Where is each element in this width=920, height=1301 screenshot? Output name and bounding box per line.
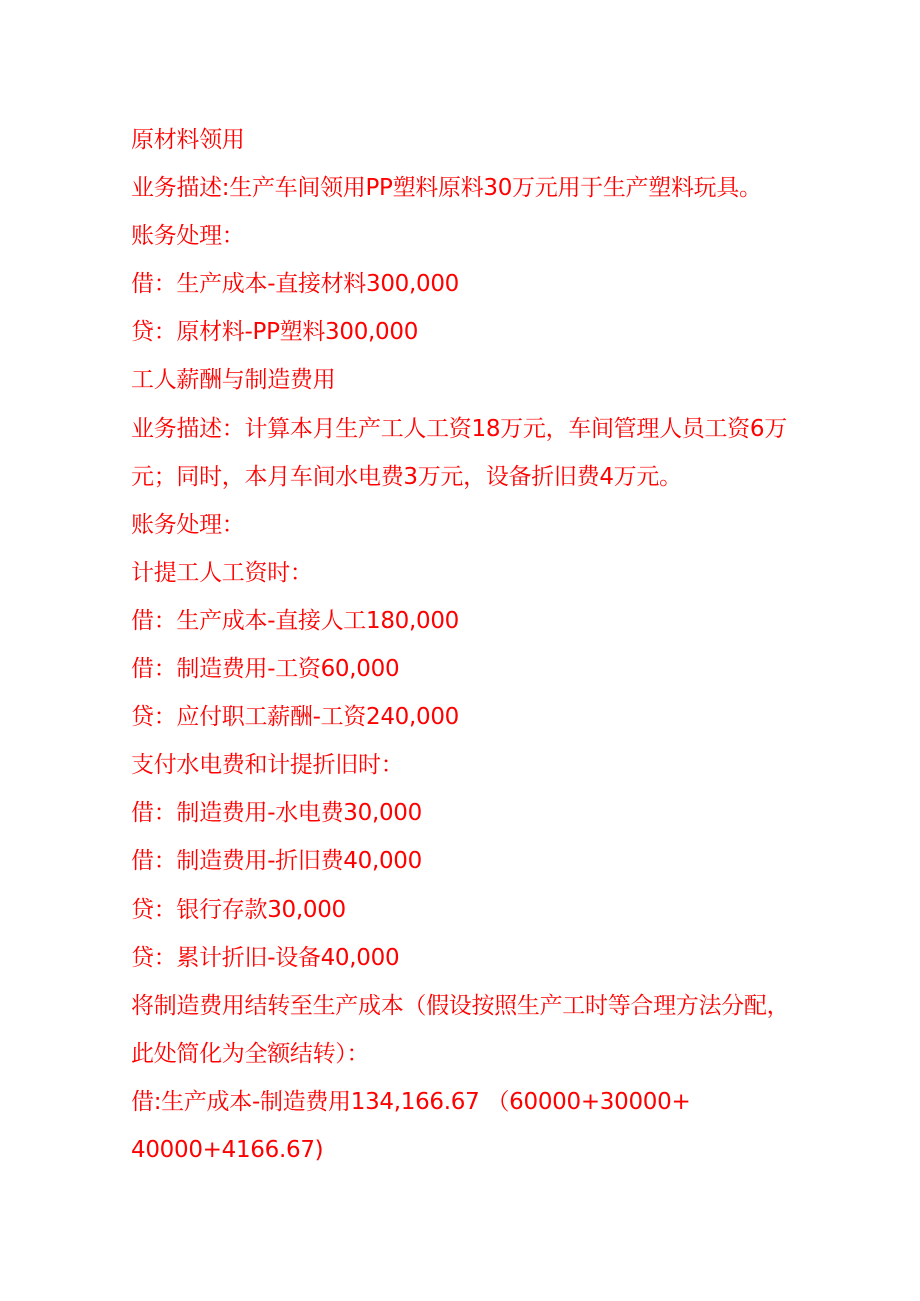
journal-entry-line: 贷：累计折旧-设备40,000 — [131, 944, 400, 971]
journal-entry-line: 贷：原材料-PP塑料300,000 — [131, 319, 419, 346]
journal-entry-line: 借:生产成本-制造费用134,166.67 （60000+30000+ — [131, 1088, 691, 1115]
journal-entry-line: 40000+4166.67) — [131, 1136, 324, 1163]
text-line: 业务描述：计算本月生产工人工资18万元，车间管理人员工资6万 — [131, 415, 787, 442]
section-heading-raw-material: 原材料领用 — [131, 127, 245, 153]
journal-entry-line: 借：制造费用-水电费30,000 — [131, 800, 422, 827]
text-line: 账务处理： — [131, 511, 245, 538]
journal-entry-line: 借：制造费用-工资60,000 — [131, 656, 400, 683]
journal-entry-line: 借：生产成本-直接人工180,000 — [131, 607, 460, 634]
text-line: 元；同时，本月车间水电费3万元，设备折旧费4万元。 — [131, 463, 682, 490]
text-line: 计提工人工资时： — [131, 559, 313, 586]
document-body — [131, 116, 821, 1174]
text-line: 此处简化为全额结转）： — [131, 1040, 370, 1067]
journal-entry-line: 借：生产成本-直接材料300,000 — [131, 271, 460, 298]
text-line: 将制造费用结转至生产成本（假设按照生产工时等合理方法分配， — [131, 992, 790, 1019]
journal-entry-line: 借：制造费用-折旧费40,000 — [131, 848, 422, 875]
text-line: 业务描述:生产车间领用PP塑料原料30万元用于生产塑料玩具。 — [131, 175, 762, 202]
journal-entry-line: 贷：应付职工薪酬-工资240,000 — [131, 704, 460, 731]
journal-entry-line: 贷：银行存款30,000 — [131, 896, 346, 923]
text-line: 支付水电费和计提折旧时： — [131, 752, 404, 779]
section-heading-payroll: 工人薪酬与制造费用 — [131, 367, 336, 394]
text-line: 账务处理： — [131, 223, 245, 250]
